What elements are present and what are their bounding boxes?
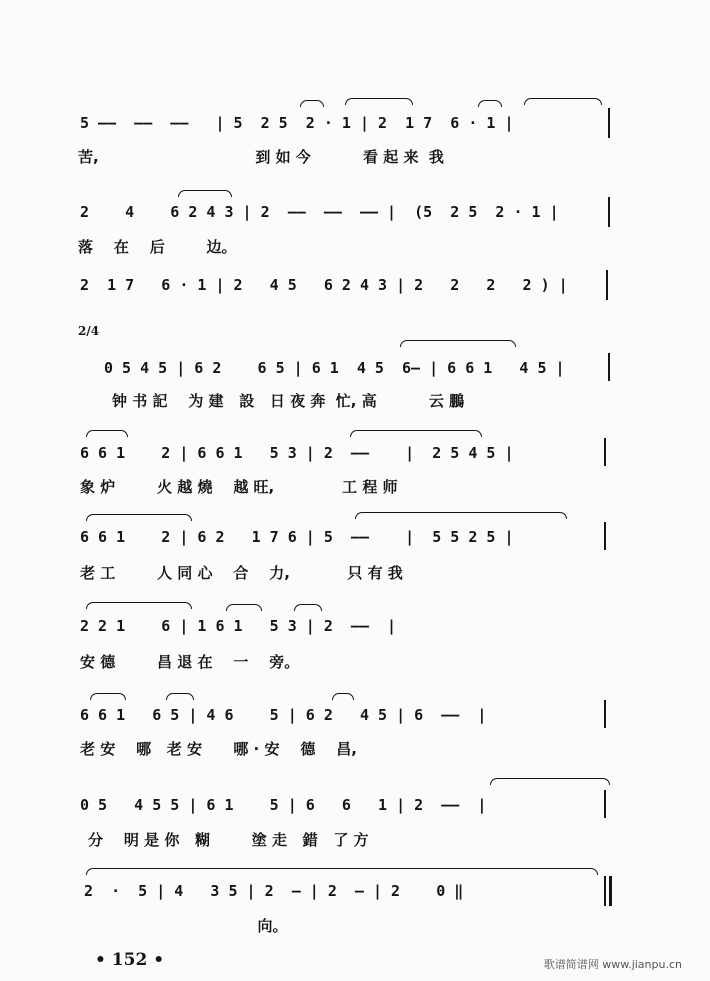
slur [300,100,324,107]
slur [86,602,192,609]
notation-line-5: 6 6 1 2 | 6 6 1 5 3 | 2 —— | 2 5 4 5 | [80,444,514,462]
slur [86,514,192,521]
notation-line-10: 2 · 5 | 4 3 5 | 2 — | 2 — | 2 0 ‖ [84,882,464,900]
slur [355,512,567,519]
bar-line [604,438,606,466]
bar-line [608,108,610,138]
slur [478,100,502,107]
bar-line [606,270,608,300]
slur [524,98,602,105]
notation-line-6: 6 6 1 2 | 6 2 1 7 6 | 5 —— | 5 5 2 5 | [80,528,514,546]
lyric-line-4: 钟 书 記 为 建 設 日 夜 奔 忙, 高 云 鵬 [112,392,465,410]
slur [86,430,128,437]
slur [166,693,194,700]
final-bar-line [604,876,606,906]
slur [86,868,598,875]
lyric-line-2: 落 在 后 边。 [78,238,237,256]
bar-line [608,197,610,227]
bar-line [604,522,606,550]
lyric-line-10: 向。 [80,917,288,935]
slur [332,693,354,700]
time-signature: 2/4 [78,324,100,338]
notation-line-3: 2 1 7 6 · 1 | 2 4 5 6 2 4 3 | 2 2 2 2 ) | [80,276,568,294]
slur [400,340,516,347]
bar-line [608,353,610,381]
slur [490,778,610,785]
lyric-line-8: 老 安 哪 老 安 哪 · 安 德 昌, [80,740,357,758]
notation-line-7: 2 2 1 6 | 1 6 1 5 3 | 2 —— | [80,617,397,635]
slur [294,604,322,611]
bar-line [604,700,606,728]
slur [350,430,482,437]
slur [90,693,126,700]
notation-line-8: 6 6 1 6 5 | 4 6 5 | 6 2 4 5 | 6 —— | [80,706,487,724]
notation-line-9: 0 5 4 5 5 | 6 1 5 | 6 6 1 | 2 —— | [80,796,487,814]
lyric-line-9: 分 明 是 你 糊 塗 走 錯 了 方 [88,831,369,849]
slur [178,190,232,197]
final-bar-line-thick [609,876,612,906]
notation-line-2: 2 4 6 2 4 3 | 2 —— —— —— | (5 2 5 2 · 1 | [80,203,559,221]
lyric-line-7: 安 德 昌 退 在 一 旁。 [80,653,300,671]
slur [345,98,413,105]
lyric-line-5: 象 炉 火 越 燒 越 旺, 工 程 师 [80,478,398,496]
notation-line-4: 0 5 4 5 | 6 2 6 5 | 6 1 4 5 6— | 6 6 1 4 5 | [104,359,565,377]
watermark: 歌谱简谱网 www.jianpu.cn [543,958,682,971]
slur [226,604,262,611]
lyric-line-1: 苦, 到 如 今 看 起 来 我 [78,148,444,166]
notation-line-1: 5 —— —— —— | 5 2 5 2 · 1 | 2 1 7 6 · 1 | [80,114,514,132]
page-number: • 152 • [95,950,165,970]
bar-line [604,790,606,818]
lyric-line-6: 老 工 人 同 心 合 力, 只 有 我 [80,564,403,582]
